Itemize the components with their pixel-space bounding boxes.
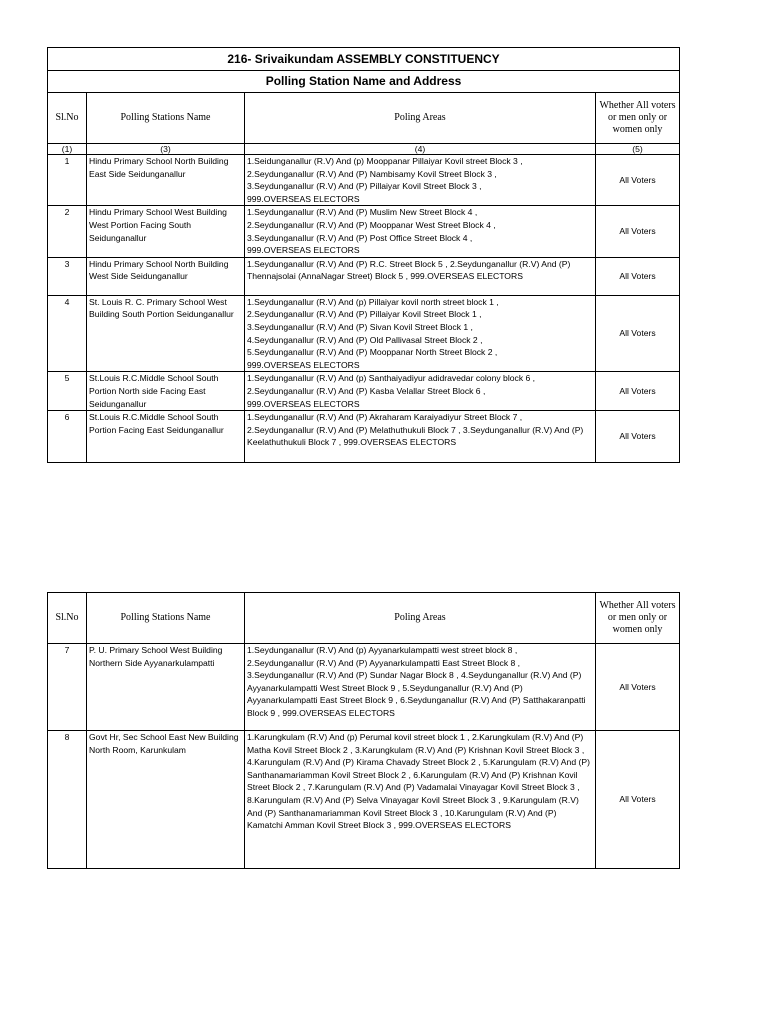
column-number: (1) [48, 144, 87, 155]
sl-no-cell: 8 [48, 731, 87, 869]
table-row [48, 257, 680, 295]
poling-areas-cell: 1.Seydunganallur (R.V) And (p) Santhaiyadiyur adidravedar colony block 6 , 2.Seydunganallur (R.V) And (P) Kasba Velallar Street Block 6 , 999.OVERSEAS ELECTORS [245, 372, 596, 411]
poling-areas-cell: 1.Karungkulam (R.V) And (p) Perumal kovil street block 1 , 2.Karungkulam (R.V) And (P) Matha Kovil Street Block 2 , 3.Karungkulam (R.V) And (P) Krishnan Kovil Street Block 3 , 4.Karungulam (R.V) And (P) Kirama Chavady Street Block 2 , 5.Karungulam (R.V) And (P) Santhanamariamman Kovil Street Block 2 , 6.Karungulam (R.V) And (P) Krishnan Kovil Street Block 2 , 7.Karungulam (R.V) And (P) Vadamalai Vinayagar Kovil Street Block 3 , 8.Karungulam (R.V) And (P) Selva Vinayagar Kovil Street Block 3 , 9.Karungulam (R.V) And (P) Santhanamariamman Kovil Street Block 3 , 10.Karungulam (R.V) And (P) Kamatchi Amman Kovil Street Block 3 , 999.OVERSEAS ELECTORS [245, 731, 596, 869]
header-row [48, 593, 680, 644]
voters-cell: All Voters [596, 155, 680, 206]
poling-areas-cell: 1.Seidunganallur (R.V) And (p) Mooppanar Pillaiyar Kovil street Block 3 , 2.Seydunganallur (R.V) And (P) Nambisamy Kovil Street Block 3 , 3.Seydunganallur (R.V) And (P) Pillaiyar Kovil Street Block 3 , 999.OVERSEAS ELECTORS [245, 155, 596, 206]
header-polling-station-name: Polling Stations Name [87, 93, 245, 144]
header-poling-areas: Poling Areas [245, 93, 596, 144]
polling-stations-table-1 [47, 47, 680, 463]
header-sl-no: Sl.No [48, 93, 87, 144]
table-row [48, 731, 680, 869]
station-name-cell: Hindu Primary School West Building West Portion Facing South Seidunganallur [87, 206, 245, 257]
table-row [48, 411, 680, 463]
subtitle-row [48, 71, 680, 93]
table-row [48, 372, 680, 411]
sl-no-cell: 2 [48, 206, 87, 257]
poling-areas-cell: 1.Seydunganallur (R.V) And (P) R.C. Street Block 5 , 2.Seydunganallur (R.V) And (P) Thennajsolai (AnnaNagar Street) Block 5 , 999.OVERSEAS ELECTORS [245, 257, 596, 295]
document-title: 216- Srivaikundam ASSEMBLY CONSTITUENCY [48, 48, 680, 71]
column-number: (4) [245, 144, 596, 155]
polling-stations-table-2 [47, 592, 680, 869]
sl-no-cell: 3 [48, 257, 87, 295]
header-whether-voters: Whether All voters or men only or women only [596, 93, 680, 144]
sl-no-cell: 5 [48, 372, 87, 411]
sl-no-cell: 7 [48, 644, 87, 731]
station-name-cell: Hindu Primary School North Building West Side Seidunganallur [87, 257, 245, 295]
column-number: (5) [596, 144, 680, 155]
title-row [48, 48, 680, 71]
poling-areas-cell: 1.Seydunganallur (R.V) And (P) Muslim New Street Block 4 , 2.Seydunganallur (R.V) And (P) Mooppanar West Street Block 4 , 3.Seydunganallur (R.V) And (P) Post Office Street Block 4 , 999.OVERSEAS ELECTORS [245, 206, 596, 257]
voters-cell: All Voters [596, 372, 680, 411]
voters-cell: All Voters [596, 206, 680, 257]
table-row [48, 295, 680, 372]
column-number-row [48, 144, 680, 155]
column-number: (3) [87, 144, 245, 155]
station-name-cell: P. U. Primary School West Building Northern Side Ayyanarkulampatti [87, 644, 245, 731]
poling-areas-cell: 1.Seydunganallur (R.V) And (P) Akraharam Karaiyadiyur Street Block 7 , 2.Seydunganallur (R.V) And (P) Melathuthukuli Block 7 , 3.Seydunganallur (R.V) And (P) Keelathuthukuli Block 7 , 999.OVERSEAS ELECTORS [245, 411, 596, 463]
sl-no-cell: 1 [48, 155, 87, 206]
voters-cell: All Voters [596, 411, 680, 463]
voters-cell: All Voters [596, 731, 680, 869]
sl-no-cell: 4 [48, 295, 87, 372]
table-row [48, 206, 680, 257]
station-name-cell: St.Louis R.C.Middle School South Portion Facing East Seidunganallur [87, 411, 245, 463]
voters-cell: All Voters [596, 257, 680, 295]
table-row [48, 155, 680, 206]
header-row [48, 93, 680, 144]
voters-cell: All Voters [596, 644, 680, 731]
header-poling-areas: Poling Areas [245, 593, 596, 644]
sl-no-cell: 6 [48, 411, 87, 463]
header-polling-station-name: Polling Stations Name [87, 593, 245, 644]
station-name-cell: St. Louis R. C. Primary School West Building South Portion Seidunganallur [87, 295, 245, 372]
header-sl-no: Sl.No [48, 593, 87, 644]
station-name-cell: Govt Hr, Sec School East New Building North Room, Karunkulam [87, 731, 245, 869]
header-whether-voters: Whether All voters or men only or women only [596, 593, 680, 644]
poling-areas-cell: 1.Seydunganallur (R.V) And (p) Ayyanarkulampatti west street block 8 , 2.Seydunganallur (R.V) And (P) Ayyanarkulampatti East Street Block 8 , 3.Seydunganallur (R.V) And (P) Sundar Nagar Block 8 , 4.Seydunganallur (R.V) And (P) Ayyanarkulampatti West Street Block 9 , 5.Seydunganallur (R.V) And (P) Ayyanarkulampatti East Street Block 9 , 6.Seydunganallur (R.V) And (P) Satthakaranpatti Block 9 , 999.OVERSEAS ELECTORS [245, 644, 596, 731]
table-row [48, 644, 680, 731]
voters-cell: All Voters [596, 295, 680, 372]
station-name-cell: St.Louis R.C.Middle School South Portion North side Facing East Seidunganallur [87, 372, 245, 411]
poling-areas-cell: 1.Seydunganallur (R.V) And (p) Pillaiyar kovil north street block 1 , 2.Seydunganallur (R.V) And (P) Pillaiyar Kovil Street Block 1 , 3.Seydunganallur (R.V) And (P) Sivan Kovil Street Block 1 , 4.Seydunganallur (R.V) And (P) Old Pallivasal Street Block 2 , 5.Seydunganallur (R.V) And (P) Mooppanar North Street Block 2 , 999.OVERSEAS ELECTORS [245, 295, 596, 372]
station-name-cell: Hindu Primary School North Building East Side Seidunganallur [87, 155, 245, 206]
document-subtitle: Polling Station Name and Address [48, 71, 680, 93]
